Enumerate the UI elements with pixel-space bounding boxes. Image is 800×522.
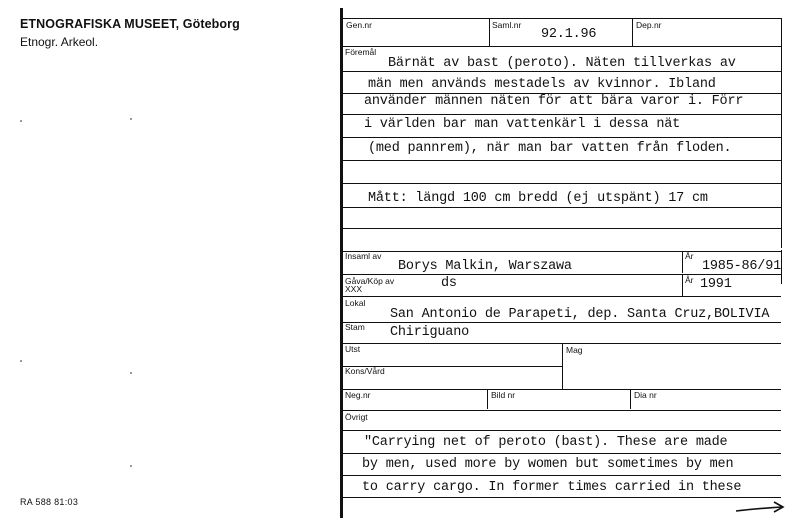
- foremal-measurements: Mått: längd 100 cm bredd (ej utspänt) 17 cm: [368, 191, 708, 206]
- ruled-line: [343, 497, 781, 498]
- dia-nr-label: Dia nr: [634, 390, 657, 400]
- museum-title: ETNOGRAFISKA MUSEET, Göteborg: [20, 17, 240, 31]
- foremal-line-1: Bärnät av bast (peroto). Näten tillverkas av: [388, 56, 736, 71]
- utst-label: Utst: [345, 344, 361, 354]
- ruled-line: [343, 228, 781, 229]
- rule-insaml-top: [343, 251, 781, 252]
- ruled-line: [343, 207, 781, 208]
- ruled-line: [343, 430, 781, 431]
- card-right-border: [781, 250, 782, 284]
- ruled-line: [343, 114, 781, 115]
- margin-dot: [20, 120, 22, 122]
- lokal-label: Lokal: [345, 298, 366, 308]
- mag-label: Mag: [566, 345, 583, 355]
- margin-dot: [130, 465, 132, 467]
- ovrigt-label: Övrigt: [345, 412, 368, 422]
- foremal-line-4: i världen bar man vattenkärl i dessa nät: [364, 117, 681, 132]
- gava-year-label: År: [685, 275, 694, 285]
- ovrigt-line-2: by men, used more by women but sometimes by men: [362, 457, 734, 472]
- foremal-line-2: män men används mestadels av kvinnor. Ibland: [368, 77, 716, 92]
- divider-insaml-year: [682, 251, 683, 273]
- foremal-label: Föremål: [345, 47, 377, 57]
- rule-top: [343, 18, 781, 19]
- insaml-year-label: År: [685, 251, 694, 261]
- ovrigt-line-3: to carry cargo. In former times carried in these: [362, 480, 742, 495]
- bild-nr-label: Bild nr: [491, 390, 516, 400]
- gava-kop-value: ds: [441, 276, 457, 291]
- divider-saml-dep: [632, 18, 633, 46]
- insaml-av-label: Insaml av: [345, 251, 382, 261]
- margin-dot: [130, 372, 132, 374]
- rule-neg-top: [343, 389, 781, 390]
- lokal-value: San Antonio de Parapeti, dep. Santa Cruz,BOLIVIA: [390, 307, 770, 322]
- ruled-line: [343, 71, 781, 72]
- ruled-line: [343, 160, 781, 161]
- divider-gen-saml: [489, 18, 490, 46]
- divider-bild-dia: [630, 389, 631, 409]
- gava-kop-label: Gåva/Köp av: [345, 276, 395, 286]
- ruled-line: [343, 475, 781, 476]
- department-label: Etnogr. Arkeol.: [20, 35, 99, 49]
- kons-vard-label: Kons/Vård: [345, 366, 385, 376]
- margin-dot: [20, 360, 22, 362]
- ruled-line: [343, 453, 781, 454]
- ruled-line: [343, 183, 781, 184]
- rule-gava-top: [343, 274, 781, 275]
- dep-nr-label: Dep.nr: [636, 20, 662, 30]
- card-right-border: [781, 18, 782, 248]
- stam-value: Chiriguano: [390, 325, 470, 340]
- gava-kop-strikethrough: XXX: [345, 284, 363, 294]
- rule-stam-top: [343, 322, 781, 323]
- stam-label: Stam: [345, 322, 365, 332]
- gen-nr-label: Gen.nr: [346, 20, 372, 30]
- gava-year-value: 1991: [700, 277, 732, 292]
- rule-header-bottom: [343, 46, 781, 47]
- saml-nr-value: 92.1.96: [541, 27, 597, 42]
- divider-neg-bild: [487, 389, 488, 409]
- saml-nr-label: Saml.nr: [492, 20, 522, 30]
- rule-lokal-top: [343, 296, 781, 297]
- divider-utst-mag: [562, 343, 563, 389]
- divider-gava-year: [682, 274, 683, 296]
- continuation-arrow-icon: [734, 500, 786, 516]
- margin-dot: [130, 118, 132, 120]
- archive-reference: RA 588 81:03: [20, 497, 79, 507]
- foremal-line-3: använder männen näten för att bära varor i. Förr: [364, 94, 744, 109]
- ruled-line: [343, 137, 781, 138]
- foremal-line-5: (med pannrem), när man bar vatten från floden.: [368, 141, 732, 156]
- neg-nr-label: Neg.nr: [345, 390, 371, 400]
- insaml-av-value: Borys Malkin, Warszawa: [398, 259, 572, 274]
- insaml-year-value: 1985-86/91: [702, 259, 782, 274]
- rule-ovrigt-top: [343, 410, 781, 411]
- card-main-rule: [340, 8, 343, 518]
- ovrigt-line-1: "Carrying net of peroto (bast). These are made: [364, 435, 728, 450]
